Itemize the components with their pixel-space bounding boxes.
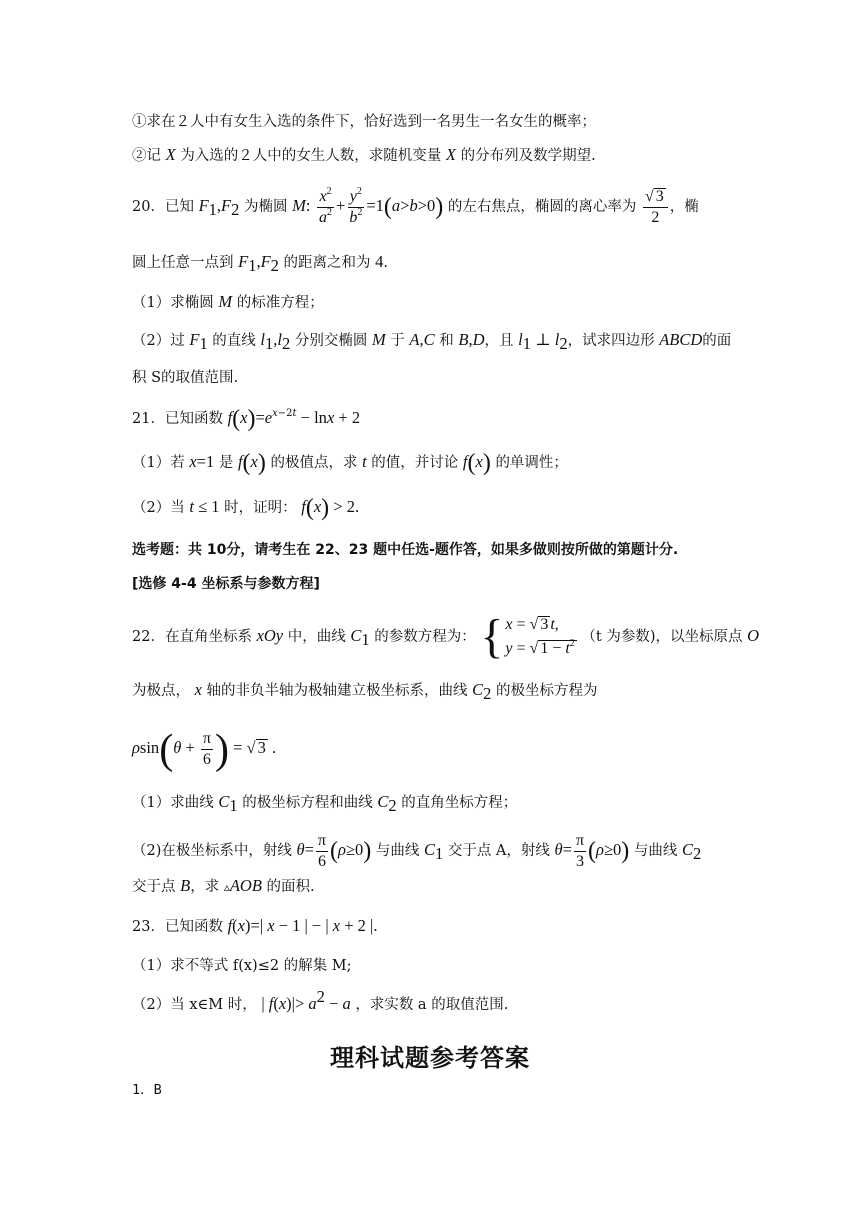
text: ，椭 (669, 199, 699, 215)
text: 和 (439, 333, 454, 349)
text: 的极坐标方程和曲线 (242, 795, 373, 811)
text: 的直角坐标方程； (401, 795, 518, 811)
math: M (292, 196, 306, 215)
question-21-part-2: （2）当 t ≤ 1 时，证明： f(x) > 2. (132, 495, 360, 521)
text: ，试求四边形 (567, 333, 655, 349)
question-22-cont: 为极点， x 轴的非负半轴为极轴建立极坐标系，曲线 $C_2$ 的极坐标方程为 (132, 680, 598, 703)
fraction: $\frac{√ 3}{2}$ (643, 187, 668, 228)
fraction: $\frac{y^2}{b^2}$ (349, 185, 363, 226)
question-23-part-1 (132, 956, 730, 976)
text: （1）若 (132, 455, 185, 471)
section-header (132, 574, 730, 594)
fraction: $\frac{x^2}{a^2}$ (319, 185, 333, 226)
text: （2）过 (132, 333, 185, 349)
text: ，求实数 a 的取值范围. (355, 997, 509, 1013)
text: ①求在２人中有女生入选的条件下，恰好选到一名男生一名女生的概率； (132, 114, 596, 130)
text: 的参数方程为： (374, 629, 476, 645)
question-20-cont: 圆上任意一点到 $F_1,F_2$ 的距离之和为 4. (132, 252, 388, 275)
text: [选修 4-4 坐标系与参数方程] (132, 576, 320, 592)
text: 的单调性； (495, 455, 568, 471)
text: 中，曲线 (287, 629, 346, 645)
text: 积 S的取值范围. (132, 370, 239, 386)
answer-1 (132, 1080, 730, 1100)
text: （2）当 (132, 500, 185, 516)
text: 于 (390, 333, 405, 349)
question-20-part-2-cont (132, 368, 730, 388)
text: 的左右焦点，椭圆的离心率为 (447, 199, 637, 215)
text: 是 (218, 455, 234, 471)
question-21: 21．已知函数 $f(x)=e^{x-2t} - \ln x + 2$ (132, 406, 361, 432)
text: ，且 (484, 333, 514, 349)
text: 的极值点，求 (270, 455, 358, 471)
text: 的面积. (266, 879, 315, 895)
question-19-part-2 (132, 145, 730, 166)
text: 轴的非负半轴为极轴建立极坐标系，曲线 (206, 683, 468, 699)
text: 的分布列及数学期望. (460, 148, 596, 164)
section-note (132, 540, 730, 560)
text: 21．已知函数 (132, 411, 223, 427)
text: 的标准方程； (236, 295, 324, 311)
text: 交于点 A，射线 (447, 843, 550, 859)
question-22-part-2: （2)在极坐标系中，射线 θ= $\frac{\pi}{6}$ (ρ≥0) 与曲线 $C_1$ 交于点 A，射线 θ= $\frac{\pi}{3}$ (ρ≥0) 与曲线 $C_2$ (132, 831, 702, 870)
text: 为椭圆 (243, 199, 288, 215)
math: X (165, 145, 176, 164)
text: 的值，并讨论 (371, 455, 459, 471)
text: 23．已知函数 (132, 919, 223, 935)
text: 选考题：共 10分，请考生在 22、23 题中任选-题作答，如果多做则按所做的第题计分. (132, 542, 679, 558)
math: X (445, 145, 457, 164)
text: 为入选的２人中的女生人数，求随机变量 (180, 148, 442, 164)
question-23-part-2: （2）当 x∈M 时， | $f(x)|> a^2 - a$ ，求实数 a 的取值范围. (132, 987, 509, 1013)
question-20-part-1: （1）求椭圆 M 的标准方程； (132, 292, 324, 311)
polar-equation: ρsin(θ + $\frac{\pi}{6}$ ) = √ 3 . (132, 727, 277, 773)
question-21-part-1: （1）若 x=1 是 f(x) 的极值点，求 t 的值，并讨论 f(x) 的单调性； (132, 450, 568, 476)
question-22-part-1: （1）求曲线 $C_1$ 的极坐标方程和曲线 $C_2$ 的直角坐标方程； (132, 792, 518, 815)
question-23: 23．已知函数 f(x)=| x − 1 | − | x + 2 |. (132, 916, 378, 935)
text: 的面 (702, 333, 732, 349)
text: （2)在极坐标系中，射线 (132, 843, 292, 859)
text: 1．B (132, 1082, 162, 1098)
text: 分别交椭圆 (294, 333, 368, 349)
text: （2）当 x∈M 时， (132, 997, 257, 1013)
text: （1）求椭圆 (132, 295, 214, 311)
question-20-part-2: （2）过 $F_1$ 的直线 $l_1,l_2$ 分别交椭圆 M 于 A,C 和 B,D，且 $l_1$ ⊥ $l_2$，试求四边形 ABCD的面 (132, 330, 732, 353)
text: ，求 (190, 879, 220, 895)
math: F (198, 196, 209, 215)
text: 22．在直角坐标系 (132, 629, 252, 645)
text: 的极坐标方程为 (496, 683, 598, 699)
question-19-part-1 (132, 112, 730, 132)
text: ②记 (132, 148, 161, 164)
question-22: 22．在直角坐标系 xOy 中，曲线 $C_1$ 的参数方程为： { x = √ 3 t, y = √ $1 - t^2$ （t 为参数)，以坐标原点 O (132, 610, 760, 663)
answer-title: 理科试题参考答案 (330, 1043, 530, 1072)
text: 为极点， (132, 683, 190, 699)
question-22-part-2-cont: 交于点 B，求 ▵AOB 的面积. (132, 876, 315, 895)
text: 圆上任意一点到 (132, 255, 234, 271)
text: 20．已知 (132, 199, 194, 215)
equation-system: x = √ 3 t, y = √ $1 - t^2$ (505, 616, 575, 657)
text: （t 为参数)，以坐标原点 (581, 629, 743, 645)
text: 与曲线 (375, 843, 420, 859)
text: 与曲线 (633, 843, 678, 859)
text: 交于点 (132, 879, 176, 895)
question-20: 20．已知 $F_1,F_2$ 为椭圆 M: $\frac{x^2}{a^2}$ + $\frac{y^2}{b^2}$ =1(a>b>0) 的左右焦点，椭圆的离心率为 $\frac{√ 3}{2}$ ，椭 (132, 185, 699, 226)
text: 的距离之和为 (283, 255, 371, 271)
text: 的直线 (212, 333, 256, 349)
text: （1）求曲线 (132, 795, 214, 811)
text: （1）求不等式 f(x)≤2 的解集 M; (132, 958, 352, 974)
text: 时，证明： (224, 500, 297, 516)
